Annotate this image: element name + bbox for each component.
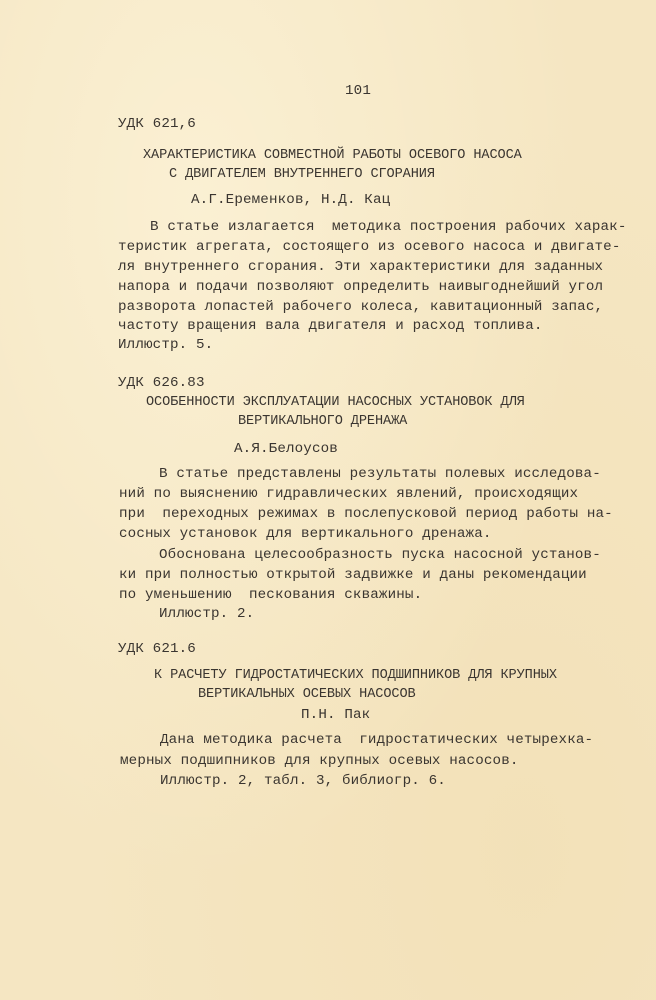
abstract-line: Обоснована целесообразность пуска насосной установ- [159,547,601,563]
abstract-line: сосных установок для вертикального дренажа. [119,526,492,542]
article-authors: А.Я.Белоусов [234,441,338,457]
illustration-count: Иллюстр. 2, табл. 3, библиогр. 6. [160,773,446,789]
illustration-count: Иллюстр. 2. [159,606,255,622]
illustration-count: Иллюстр. 5. [118,337,214,353]
abstract-line: напора и подачи позволяют определить наивыгоднейший угол [118,279,604,295]
article-title-line: К РАСЧЕТУ ГИДРОСТАТИЧЕСКИХ ПОДШИПНИКОВ ДЛЯ КРУПНЫХ [154,668,557,683]
udc-code: УДК 626.83 [118,375,205,391]
abstract-line: при переходных режимах в послепусковой период работы на- [119,506,613,522]
abstract-line: Дана методика расчета гидростатических четырехка- [160,732,594,748]
article-title-line: ВЕРТИКАЛЬНОГО ДРЕНАЖА [238,414,408,429]
article-authors: П.Н. Пак [301,707,371,723]
page-number: 101 [345,83,371,99]
abstract-line: частоту вращения вала двигателя и расход топлива. [118,318,543,334]
abstract-line: теристик агрегата, состоящего из осевого насоса и двигате- [118,239,621,255]
udc-code: УДК 621.6 [118,641,196,657]
article-title-line: ВЕРТИКАЛЬНЫХ ОСЕВЫХ НАСОСОВ [198,687,416,702]
article-authors: А.Г.Еременков, Н.Д. Кац [191,192,391,208]
udc-code: УДК 621,6 [118,116,196,132]
abstract-line: мерных подшипников для крупных осевых насосов. [120,753,519,769]
abstract-line: ки при полностью открытой задвижке и даны рекомендации [119,567,587,583]
abstract-line: ля внутреннего сгорания. Эти характеристики для заданных [118,259,604,275]
article-title-line: С ДВИГАТЕЛЕМ ВНУТРЕННЕГО СГОРАНИЯ [169,167,435,182]
article-title-line: ХАРАКТЕРИСТИКА СОВМЕСТНОЙ РАБОТЫ ОСЕВОГО НАСОСА [143,148,522,163]
abstract-line: В статье излагается методика построения рабочих харак- [150,219,627,235]
abstract-line: разворота лопастей рабочего колеса, кавитационный запас, [118,299,604,315]
abstract-line: по уменьшению пескования скважины. [119,587,423,603]
abstract-line: ний по выяснению гидравлических явлений, происходящих [119,486,579,502]
abstract-line: В статье представлены результаты полевых исследова- [159,466,601,482]
article-title-line: ОСОБЕННОСТИ ЭКСПЛУАТАЦИИ НАСОСНЫХ УСТАНОВОК ДЛЯ [146,395,525,410]
